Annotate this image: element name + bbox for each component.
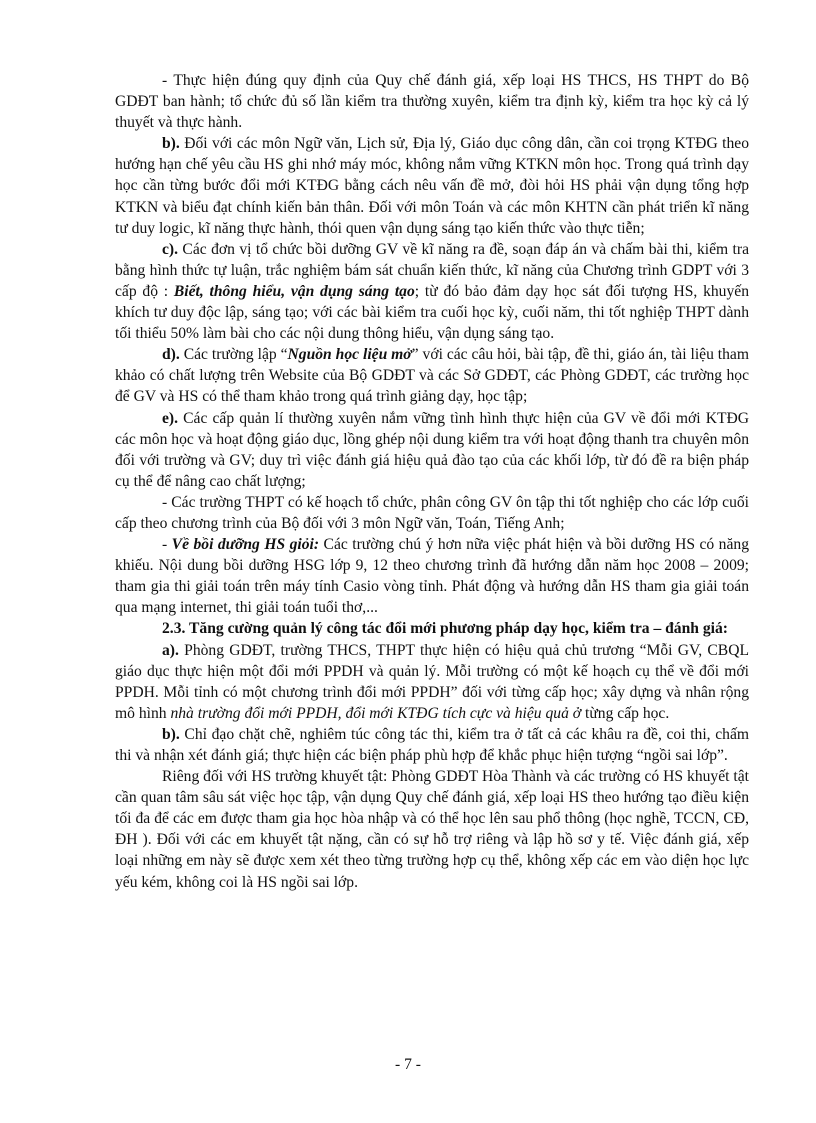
section-heading-2-3: [115, 618, 749, 639]
emphasis-text: Nguồn học liệu mở: [287, 346, 412, 364]
paragraph-item-a-innovation: [115, 640, 749, 724]
paragraph-disabled-students: [115, 766, 749, 893]
emphasis-text: Biết, thông hiểu, vận dụng sáng tạo: [173, 282, 415, 300]
gifted-students-label: Về bồi dưỡng HS giỏi:: [171, 536, 320, 554]
paragraph-text: Các đơn vị tổ chức bồi dưỡng GV về kĩ năng ra đề, soạn đáp án và chấm bài thi, kiểm tra bằng hình thức tự luận, trắc nghiệm bám sát chuẩn kiến thức, kĩ năng của Chương trình GDPT với 3 cấp độ :: [115, 240, 749, 300]
paragraph-text: ; từ đó bảo đảm dạy học sát đối tượng HS, khuyến khích tư duy độc lập, sáng tạo; với các bài kiểm tra cuối học kỳ, cuối năm, thi tốt nghiệp THPT dành tối thiểu 50% làm bài cho các nội dung thông hiểu, vận dụng sáng tạo.: [115, 282, 749, 343]
paragraph-gifted-students: [115, 534, 749, 618]
paragraph-text: Các trường lập “: [179, 346, 288, 364]
paragraph-text: từng cấp học.: [581, 704, 670, 722]
item-label-b: b).: [162, 135, 180, 153]
paragraph-text: Phòng GDĐT, trường THCS, THPT thực hiện có hiệu quả chủ trương “Mỗi GV, CBQL giáo dục thực hiện một đổi mới PPDH và quản lý. Mỗi trường có một kế hoạch cụ thể về đổi mới PPDH. Mỗi tỉnh có một chương trình đổi mới PPDH” đối với từng cấp học; xây dựng và nhân rộng mô hình: [115, 641, 749, 722]
paragraph-text: Các cấp quản lí thường xuyên nắm vững tình hình thực hiện của GV về đổi mới KTĐG các môn học và hoạt động giáo dục, lồng ghép nội dung kiểm tra với hoạt động thanh tra chuyên môn đối với trường và GV; duy trì việc đánh giá hiệu quả đào tạo của các khối lớp, từ đó đề ra biện pháp cụ thể để nâng cao chất lượng;: [115, 409, 750, 490]
paragraph-text: ” với các câu hỏi, bài tập, đề thi, giáo án, tài liệu tham khảo có chất lượng trên Website của Bộ GDĐT và các Sở GDĐT, các Phòng GDĐT, các trường học để GV và HS có thể tham khảo trong quá trình giảng dạy, học tập;: [115, 346, 749, 406]
paragraph-item-c-teacher-training: [115, 239, 749, 344]
paragraph-text: Các trường chú ý hơn nữa việc phát hiện và bồi dưỡng HS có năng khiếu. Nội dung bồi dưỡng HSG lớp 9, 12 theo chương trình đã hướng dẫn năm học 2008 – 2009; tham gia thi giải toán trên máy tính Casio vòng tỉnh. Phát động và hướng dẫn HS tham gia giải toán qua mạng internet, thi giải toán tuổi thơ,...: [115, 536, 749, 617]
paragraph-text: Đối với các môn Ngữ văn, Lịch sử, Địa lý, Giáo dục công dân, cần coi trọng KTĐG theo hướng hạn chế yêu cầu HS ghi nhớ máy móc, không nắm vững KTKN môn học. Trong quá trình dạy học cần từng bước đổi mới KTĐG bằng cách nêu vấn đề mở, đòi hỏi HS phải vận dụng tổng hợp KTKN và biểu đạt chính kiến bản thân. Đối với môn Toán và các môn KHTN cần phát triển kĩ năng tư duy logic, kĩ năng thực hành, thói quen vận dụng sáng tạo kiến thức vào thực tiễn;: [115, 135, 749, 237]
paragraph-text: Chỉ đạo chặt chẽ, nghiêm túc công tác thi, kiểm tra ở tất cả các khâu ra đề, coi thi, chấm thi và nhận xét đánh giá; thực hiện các biện pháp phù hợp để khắc phục hiện tượng “ngồi sai lớp”.: [115, 725, 749, 764]
paragraph-item-b-social-subjects: [115, 133, 749, 238]
item-label-e: e).: [162, 409, 179, 427]
paragraph-item-d-open-resources: [115, 344, 749, 407]
section-heading-text: 2.3. Tăng cường quản lý công tác đổi mới phương pháp dạy học, kiểm tra – đánh giá:: [162, 620, 728, 638]
item-label-c: c).: [162, 240, 179, 258]
paragraph-graduation-review: [115, 492, 749, 534]
paragraph-item-b-exam-direction: [115, 724, 749, 766]
paragraph-text: - Các trường THPT có kế hoạch tổ chức, phân công GV ôn tập thi tốt nghiệp cho các lớp cuối cấp theo chương trình của Bộ đối với 3 môn Ngữ văn, Toán, Tiếng Anh;: [115, 493, 749, 532]
item-label-a: a).: [162, 641, 179, 659]
item-label-b-2: b).: [162, 725, 180, 743]
page-number: - 7 -: [395, 1056, 421, 1073]
paragraph-text: Riêng đối với HS trường khuyết tật: Phòng GDĐT Hòa Thành và các trường có HS khuyết tật cần quan tâm sâu sát việc học tập, vận dụng Quy chế đánh giá, xếp loại HS theo hướng tạo điều kiện tối đa để các em được tham gia học hòa nhập và có thể học lên sau phổ thông (học nghề, TCCN, CĐ, ĐH ). Đối với các em khuyết tật nặng, cần có sự hỗ trợ riêng và lập hồ sơ y tế. Việc đánh giá, xếp loại những em này sẽ được xem xét theo từng trường hợp cụ thể, không xếp các em vào diện học lực yếu kém, không coi là HS ngồi sai lớp.: [115, 768, 749, 891]
paragraph-assessment-regulation: [115, 70, 749, 133]
paragraph-item-e-management: [115, 408, 749, 492]
emphasis-text: nhà trường đổi mới PPDH, đổi mới KTĐG tích cực và hiệu quả ở: [170, 704, 582, 722]
bullet-dash: -: [162, 536, 172, 554]
paragraph-text: - Thực hiện đúng quy định của Quy chế đánh giá, xếp loại HS THCS, HS THPT do Bộ GDĐT ban hành; tổ chức đủ số lần kiểm tra thường xuyên, kiểm tra định kỳ, kiểm tra học kỳ cả lý thuyết và thực hành.: [115, 72, 749, 132]
item-label-d: d).: [162, 346, 180, 364]
document-body: [115, 70, 749, 893]
